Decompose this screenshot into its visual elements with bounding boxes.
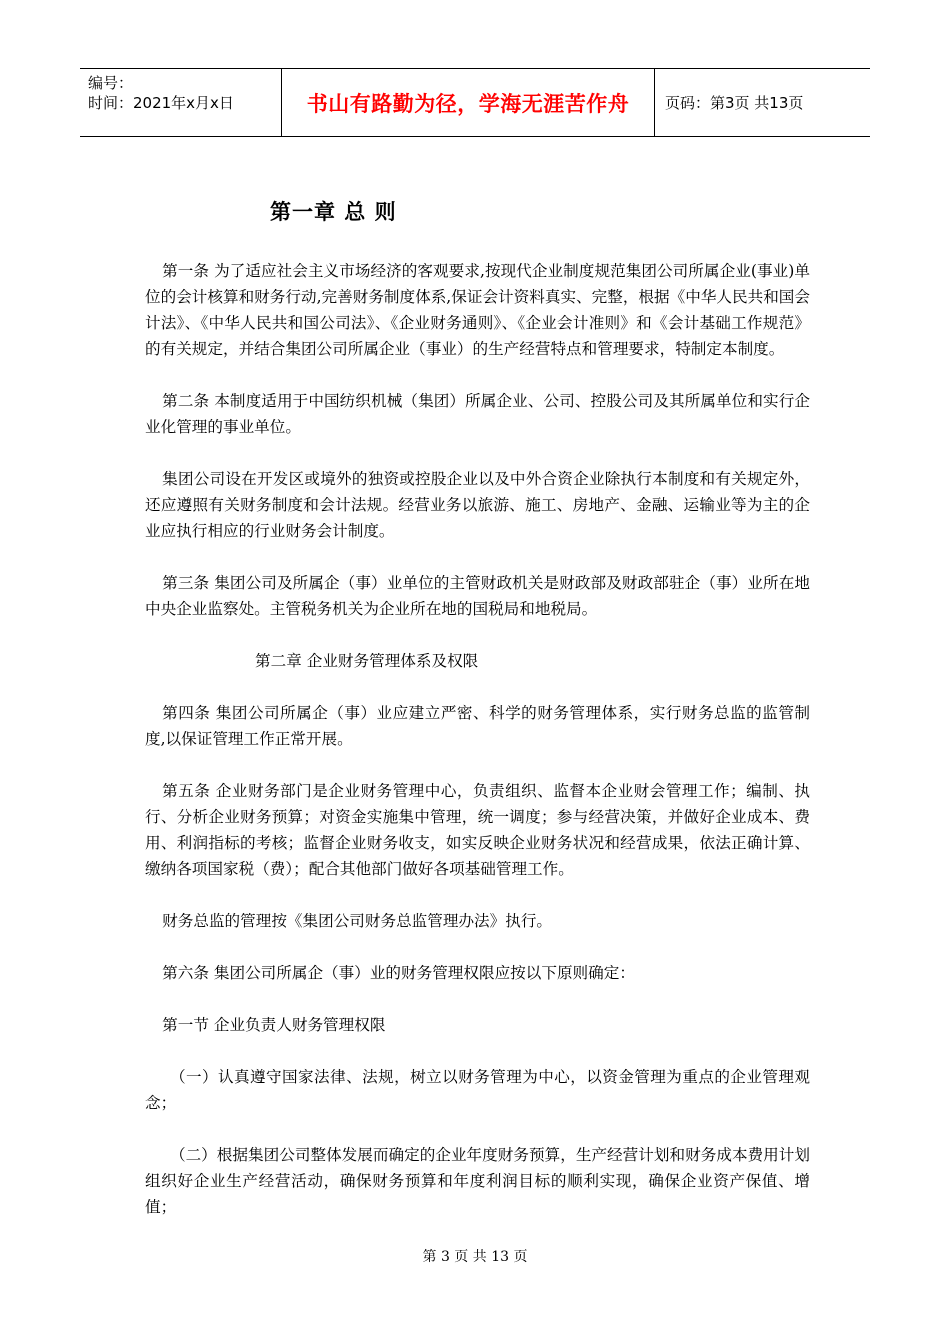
paragraph-article-4: 第四条 集团公司所属企（事）业应建立严密、科学的财务管理体系，实行财务总监的监管制度,以保证管理工作正常开展。: [145, 704, 810, 748]
header-table: [80, 68, 870, 137]
header-motto: 书山有路勤为径，学海无涯苦作舟: [282, 69, 655, 136]
paragraph-article-2: 第二条 本制度适用于中国纺织机械（集团）所属企业、公司、控股公司及其所属单位和实行企业化管理的事业单位。: [145, 392, 810, 436]
document-body: [145, 258, 810, 1246]
document-time-label: 时间：2021年x月x日: [88, 94, 234, 112]
header-page-code: 页码：第3页 共13页: [665, 94, 804, 112]
paragraph-article-5: 第五条 企业财务部门是企业财务管理中心，负责组织、监督本企业财会管理工作；编制、执行、分析企业财务预算；对资金实施集中管理，统一调度；参与经营决策，并做好企业成本、费用、利润指标的考核；监督企业财务收支，如实反映企业财务状况和经营成果，依法正确计算、缴纳各项国家税（费）；配合其他部门做好各项基础管理工作。: [145, 782, 810, 878]
paragraph-article-1: 第一条 为了适应社会主义市场经济的客观要求,按现代企业制度规范集团公司所属企业(事业)单位的会计核算和财务行动,完善财务制度体系,保证会计资料真实、完整，根据《中华人民共和国会计法》、《中华人民共和国公司法》、《企业财务通则》、《企业会计准则》和《会计基础工作规范》的有关规定，并结合集团公司所属企业（事业）的生产经营特点和管理要求，特制定本制度。: [145, 262, 810, 358]
chapter-title: 第一章 总 则: [270, 200, 397, 224]
paragraph-scope-note: 集团公司设在开发区或境外的独资或控股企业以及中外合资企业除执行本制度和有关规定外，还应遵照有关财务制度和会计法规。经营业务以旅游、施工、房地产、金融、运输业等为主的企业应执行相应的行业财务会计制度。: [145, 470, 810, 540]
section-1-heading: 第一节 企业负责人财务管理权限: [162, 1016, 386, 1034]
list-item-2: （二）根据集团公司整体发展而确定的企业年度财务预算，生产经营计划和财务成本费用计划组织好企业生产经营活动，确保财务预算和年度利润目标的顺利实现，确保企业资产保值、增值；: [145, 1146, 810, 1216]
document-number-label: 编号：: [88, 74, 134, 92]
page-footer: 第 3 页 共 13 页: [422, 1249, 528, 1265]
list-item-1: （一）认真遵守国家法律、法规，树立以财务管理为中心，以资金管理为重点的企业管理观念；: [145, 1068, 810, 1112]
header-meta-cell: [80, 69, 282, 136]
paragraph-article-3: 第三条 集团公司及所属企（事）业单位的主管财政机关是财政部及财政部驻企（事）业所在地中央企业监察处。主管税务机关为企业所在地的国税局和地税局。: [145, 574, 810, 618]
chapter-2-heading: 第二章 企业财务管理体系及权限: [255, 652, 479, 670]
paragraph-cfo-note: 财务总监的管理按《集团公司财务总监管理办法》执行。: [162, 912, 553, 930]
paragraph-article-6: 第六条 集团公司所属企（事）业的财务管理权限应按以下原则确定：: [162, 964, 635, 982]
